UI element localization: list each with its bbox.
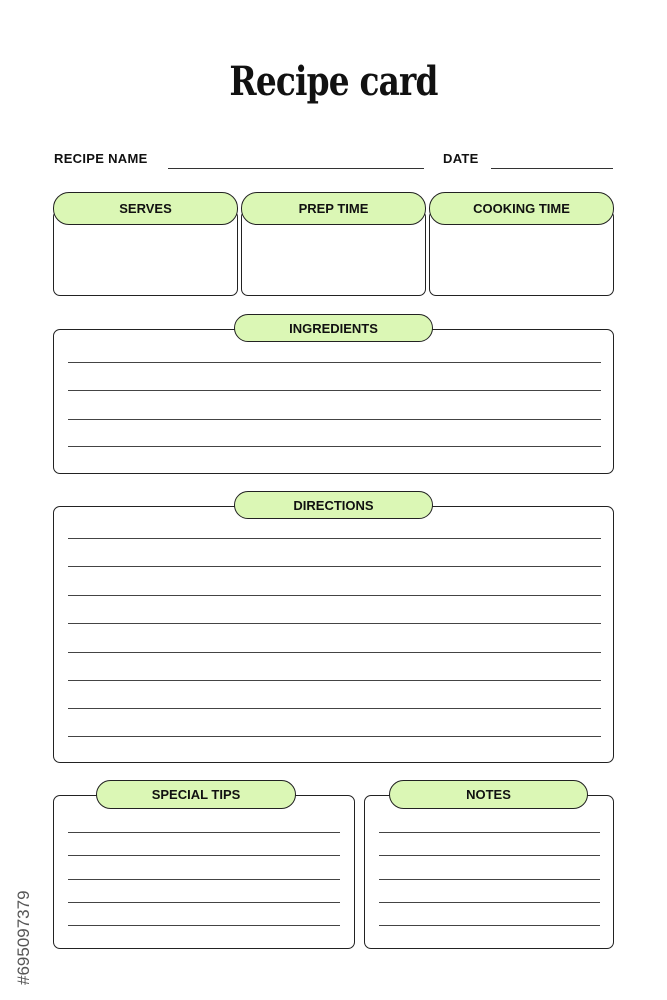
special-tips-line xyxy=(68,902,340,903)
directions-header: DIRECTIONS xyxy=(234,491,433,519)
serves-header: SERVES xyxy=(53,192,238,225)
directions-box[interactable] xyxy=(53,506,614,763)
directions-line xyxy=(68,538,601,539)
date-line[interactable] xyxy=(491,168,613,169)
notes-line xyxy=(379,832,600,833)
ingredients-line xyxy=(68,362,601,363)
directions-line xyxy=(68,708,601,709)
directions-line xyxy=(68,736,601,737)
notes-line xyxy=(379,855,600,856)
notes-line xyxy=(379,925,600,926)
directions-line xyxy=(68,623,601,624)
notes-header: NOTES xyxy=(389,780,588,809)
notes-box[interactable] xyxy=(364,795,614,949)
ingredients-line xyxy=(68,390,601,391)
ingredients-line xyxy=(68,446,601,447)
prep-time-header: PREP TIME xyxy=(241,192,426,225)
special-tips-line xyxy=(68,855,340,856)
special-tips-line xyxy=(68,879,340,880)
ingredients-header: INGREDIENTS xyxy=(234,314,433,342)
recipe-name-label: RECIPE NAME xyxy=(54,151,148,166)
cooking-time-header: COOKING TIME xyxy=(429,192,614,225)
special-tips-line xyxy=(68,925,340,926)
special-tips-line xyxy=(68,832,340,833)
date-label: DATE xyxy=(443,151,479,166)
notes-line xyxy=(379,879,600,880)
stock-id-watermark xyxy=(10,760,34,985)
directions-line xyxy=(68,652,601,653)
special-tips-box[interactable] xyxy=(53,795,355,949)
directions-line xyxy=(68,595,601,596)
page-title: Recipe card xyxy=(229,58,438,105)
directions-line xyxy=(68,680,601,681)
ingredients-line xyxy=(68,419,601,420)
stock-id-text: #695097379 xyxy=(14,890,33,985)
directions-line xyxy=(68,566,601,567)
recipe-name-line[interactable] xyxy=(168,168,424,169)
notes-line xyxy=(379,902,600,903)
ingredients-box[interactable] xyxy=(53,329,614,474)
special-tips-header: SPECIAL TIPS xyxy=(96,780,296,809)
